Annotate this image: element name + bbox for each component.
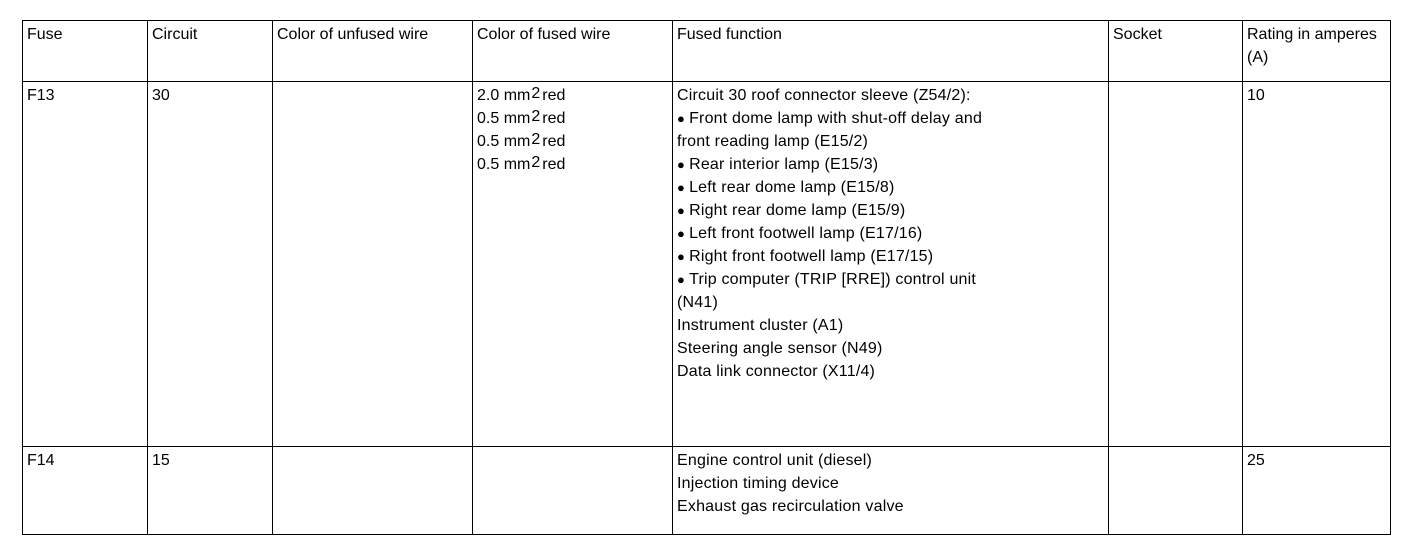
fuse-cell: F13 (23, 82, 148, 447)
function-text: Steering angle sensor (N49) (677, 340, 883, 357)
fuse-cell: F14 (23, 447, 148, 535)
header-socket: Socket (1109, 21, 1243, 82)
function-line (677, 449, 1104, 472)
function-line (677, 176, 1104, 199)
header-fuse: Fuse (23, 21, 148, 82)
wire-color: red (542, 133, 566, 150)
bullet-icon: ● (677, 203, 686, 218)
function-line (677, 268, 1104, 291)
wire-line (477, 130, 668, 153)
wire-size: 0.5 mm (477, 133, 531, 150)
fuse-table (22, 20, 1391, 535)
function-text: Right rear dome lamp (E15/9) (689, 202, 906, 219)
socket-cell (1109, 447, 1243, 535)
bullet-icon: ● (677, 111, 686, 126)
function-text: Engine control unit (diesel) (677, 452, 873, 469)
bullet-icon: ● (677, 157, 686, 172)
function-line (677, 199, 1104, 222)
function-line (677, 153, 1104, 176)
function-line (677, 245, 1104, 268)
wire-exponent: 2 (531, 131, 541, 148)
header-row (23, 21, 1391, 82)
bullet-icon: ● (677, 180, 686, 195)
function-text: Right front footwell lamp (E17/15) (689, 248, 934, 265)
wire-color: red (542, 156, 566, 173)
function-text: Trip computer (TRIP [RRE]) control unit (689, 271, 977, 288)
function-text: Instrument cluster (A1) (677, 317, 844, 334)
function-text: Data link connector (X11/4) (677, 363, 876, 380)
function-line (677, 360, 1104, 383)
wire-size: 0.5 mm (477, 110, 531, 127)
rating-cell: 10 (1243, 82, 1391, 447)
function-line (677, 84, 1104, 107)
table-row (23, 447, 1391, 535)
function-text: front reading lamp (E15/2) (677, 133, 869, 150)
header-unfused-wire: Color of unfused wire (273, 21, 473, 82)
wire-exponent: 2 (531, 85, 541, 102)
function-text: Rear interior lamp (E15/3) (689, 156, 879, 173)
fused-function-cell (673, 82, 1109, 447)
header-circuit: Circuit (148, 21, 273, 82)
function-line (677, 130, 1104, 153)
header-rating: Rating in amperes (A) (1243, 21, 1391, 82)
wire-color: red (542, 87, 566, 104)
function-text: Left front footwell lamp (E17/16) (689, 225, 923, 242)
socket-cell (1109, 82, 1243, 447)
function-line (677, 337, 1104, 360)
fused-wire-cell (473, 82, 673, 447)
table-row (23, 82, 1391, 447)
fused-function-cell (673, 447, 1109, 535)
function-line (677, 107, 1104, 130)
function-line (677, 495, 1104, 518)
unfused-wire-cell (273, 82, 473, 447)
wire-color: red (542, 110, 566, 127)
bullet-icon: ● (677, 272, 686, 287)
wire-line (477, 84, 668, 107)
function-line (677, 314, 1104, 337)
bullet-icon: ● (677, 226, 686, 241)
header-fused-function: Fused function (673, 21, 1109, 82)
wire-size: 0.5 mm (477, 156, 531, 173)
fused-wire-cell (473, 447, 673, 535)
function-text: Left rear dome lamp (E15/8) (689, 179, 895, 196)
function-line (677, 472, 1104, 495)
function-text: Exhaust gas recirculation valve (677, 498, 904, 515)
wire-exponent: 2 (531, 154, 541, 171)
wire-exponent: 2 (531, 108, 541, 125)
circuit-cell: 15 (148, 447, 273, 535)
header-fused-wire: Color of fused wire (473, 21, 673, 82)
wire-line (477, 107, 668, 130)
function-text: Circuit 30 roof connector sleeve (Z54/2): (677, 87, 971, 104)
rating-cell: 25 (1243, 447, 1391, 535)
wire-size: 2.0 mm (477, 87, 531, 104)
function-line (677, 291, 1104, 314)
wire-line (477, 153, 668, 176)
function-text: Front dome lamp with shut-off delay and (689, 110, 983, 127)
bullet-icon: ● (677, 249, 686, 264)
circuit-cell: 30 (148, 82, 273, 447)
function-text: (N41) (677, 294, 719, 311)
function-line (677, 222, 1104, 245)
unfused-wire-cell (273, 447, 473, 535)
function-text: Injection timing device (677, 475, 840, 492)
